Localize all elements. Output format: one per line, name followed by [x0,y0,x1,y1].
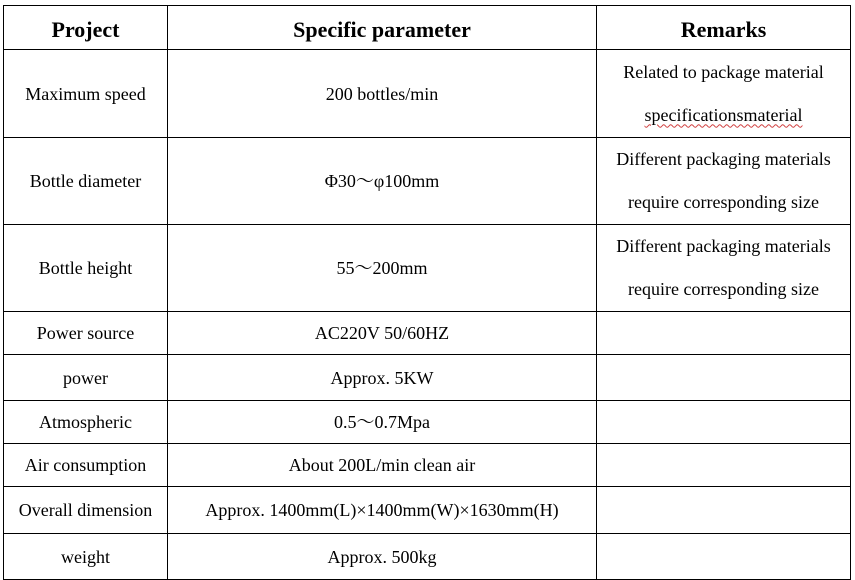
cell-parameter: About 200L/min clean air [168,444,597,487]
cell-project: Overall dimension [4,487,168,534]
cell-project: power [4,355,168,401]
table-row-air-consumption [4,444,851,487]
header-specific-parameter: Specific parameter [168,6,597,50]
cell-parameter: 200 bottles/min [168,50,597,138]
cell-remark [597,225,851,312]
table-row-atmospheric [4,401,851,444]
cell-project: weight [4,534,168,580]
remark-line-2: require corresponding size [628,279,819,299]
parameter-table [3,5,851,580]
cell-parameter: AC220V 50/60HZ [168,312,597,355]
cell-project: Atmospheric [4,401,168,444]
remark-line-2: require corresponding size [628,192,819,212]
cell-remark [597,312,851,355]
table-row-power [4,355,851,401]
table-row-bottle-diameter [4,138,851,225]
cell-parameter: Approx. 1400mm(L)×1400mm(W)×1630mm(H) [168,487,597,534]
cell-parameter: 55～200mm [168,225,597,312]
cell-parameter: 0.5～0.7Mpa [168,401,597,444]
cell-parameter: Φ30～φ100mm [168,138,597,225]
cell-parameter: Approx. 500kg [168,534,597,580]
cell-remark [597,138,851,225]
table-row-power-source [4,312,851,355]
header-row [4,6,851,50]
cell-remark [597,534,851,580]
cell-project: Bottle height [4,225,168,312]
table-row-bottle-height [4,225,851,312]
table-row-weight [4,534,851,580]
cell-project: Maximum speed [4,50,168,138]
cell-project: Air consumption [4,444,168,487]
header-project: Project [4,6,168,50]
table-row-maximum-speed [4,50,851,138]
cell-remark [597,487,851,534]
cell-parameter: Approx. 5KW [168,355,597,401]
remark-line-2 [601,94,846,137]
table-row-overall-dimension [4,487,851,534]
cell-project: Power source [4,312,168,355]
spellcheck-underlined-text: specificationsmaterial [644,104,803,125]
remark-line-1: Different packaging materials [616,149,831,169]
header-remarks: Remarks [597,6,851,50]
cell-project: Bottle diameter [4,138,168,225]
cell-remark [597,444,851,487]
remark-line-1: Related to package material [623,61,824,82]
cell-remark [597,355,851,401]
cell-remark [597,401,851,444]
remark-line-1: Different packaging materials [616,236,831,256]
cell-remark [597,50,851,138]
